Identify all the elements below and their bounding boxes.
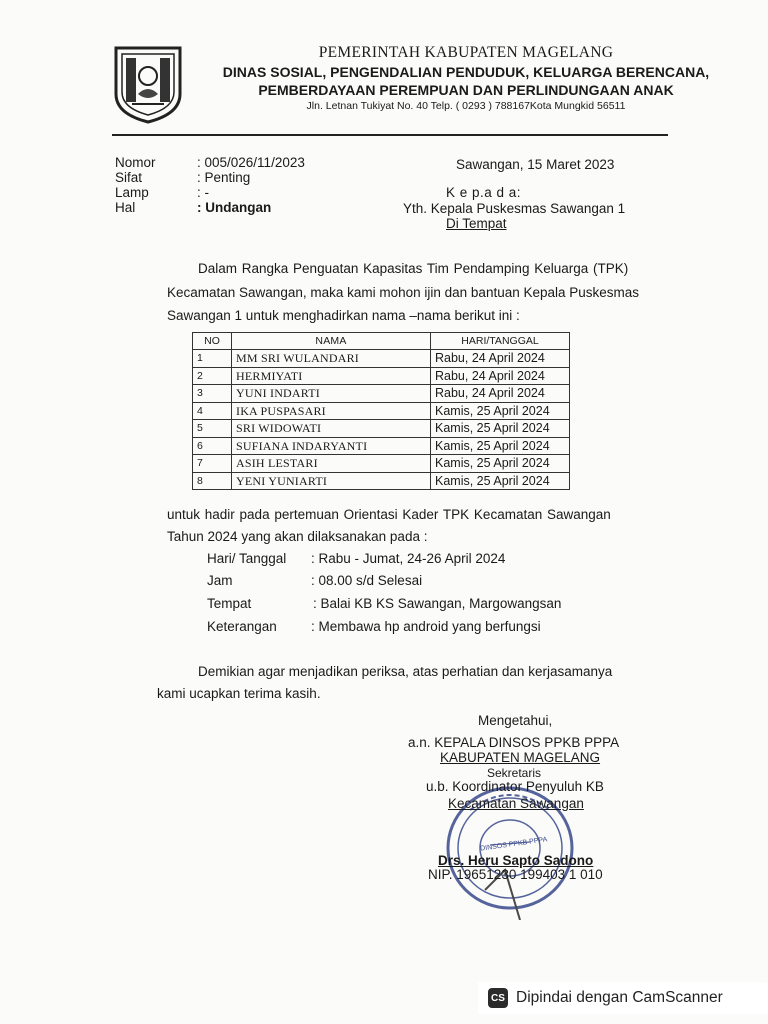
letterhead-agency-line2: PEMBERDAYAAN PEREMPUAN DAN PERLINDUNGAAN ANAK: [258, 82, 674, 98]
regency-crest-icon: [112, 44, 184, 124]
row-nama: ASIH LESTARI: [232, 455, 431, 473]
event-place-value: : Balai KB KS Sawangan, Margowangsan: [313, 596, 562, 611]
row-nama: YUNI INDARTI: [232, 385, 431, 403]
signatory-nip: NIP. 19651230 199403 1 010: [428, 867, 603, 882]
row-no: 1: [193, 350, 232, 368]
row-nama: HERMIYATI: [232, 367, 431, 385]
paragraph2-line2: Tahun 2024 yang akan dilaksanakan pada :: [167, 529, 428, 544]
row-nama: MM SRI WULANDARI: [232, 350, 431, 368]
event-date-value: : Rabu - Jumat, 24-26 April 2024: [311, 551, 506, 566]
paragraph1-line1: Dalam Rangka Penguatan Kapasitas Tim Pendamping Keluarga (TPK): [198, 261, 629, 276]
row-nama: SUFIANA INDARYANTI: [232, 437, 431, 455]
header-hari: HARI/TANGGAL: [431, 333, 570, 350]
table-row: [193, 437, 570, 455]
row-no: 7: [193, 455, 232, 473]
row-hari: Rabu, 24 April 2024: [431, 367, 570, 385]
signatory-ub: u.b. Koordinator Penyuluh KB: [426, 779, 604, 794]
signatory-name: Drs. Heru Sapto Sadono: [438, 853, 594, 868]
letterhead-divider: [112, 134, 668, 136]
nomor-value: : 005/026/11/2023: [197, 155, 305, 170]
row-hari: Kamis, 25 April 2024: [431, 420, 570, 438]
row-nama: IKA PUSPASARI: [232, 402, 431, 420]
sifat-value: : Penting: [197, 170, 251, 185]
signatory-regency: KABUPATEN MAGELANG: [440, 750, 601, 765]
letterhead-government: PEMERINTAH KABUPATEN MAGELANG: [318, 44, 614, 61]
signatory-secretary: Sekretaris: [487, 766, 542, 780]
table-row: [193, 385, 570, 403]
row-hari: Kamis, 25 April 2024: [431, 472, 570, 490]
header-nama: NAMA: [232, 333, 431, 350]
table-row: [193, 472, 570, 490]
hal-label: Hal: [115, 200, 136, 215]
row-no: 4: [193, 402, 232, 420]
closing-line1: Demikian agar menjadikan periksa, atas perhatian dan kerjasamanya: [198, 664, 613, 679]
signatory-district: Kecamatan Sawangan: [448, 796, 584, 811]
event-note-value: : Membawa hp android yang berfungsi: [311, 619, 541, 634]
sifat-label: Sifat: [115, 170, 143, 185]
camscanner-badge: [478, 982, 768, 1014]
header-no: NO: [193, 333, 232, 350]
table-header-row: [193, 333, 570, 350]
table-row: [193, 455, 570, 473]
row-hari: Kamis, 25 April 2024: [431, 437, 570, 455]
event-time-value: : 08.00 s/d Selesai: [311, 573, 423, 588]
row-hari: Kamis, 25 April 2024: [431, 402, 570, 420]
hal-value: : Undangan: [197, 200, 272, 215]
row-no: 2: [193, 367, 232, 385]
nomor-label: Nomor: [115, 155, 156, 170]
table-row: [193, 367, 570, 385]
signatory-on-behalf: a.n. KEPALA DINSOS PPKB PPPA: [408, 735, 620, 750]
event-time-label: Jam: [207, 573, 233, 588]
event-date-label: Hari/ Tanggal: [207, 551, 287, 566]
table-row: [193, 350, 570, 368]
row-hari: Rabu, 24 April 2024: [431, 385, 570, 403]
letterhead-agency-line1: DINAS SOSIAL, PENGENDALIAN PENDUDUK, KELUARGA BERENCANA,: [222, 64, 710, 80]
lamp-label: Lamp: [115, 185, 149, 200]
row-no: 8: [193, 472, 232, 490]
row-no: 5: [193, 420, 232, 438]
recipient: Yth. Kepala Puskesmas Sawangan 1: [403, 201, 626, 216]
camscanner-label: Dipindai dengan CamScanner: [516, 989, 723, 1006]
di-tempat: Di Tempat: [446, 216, 507, 231]
letterhead-address: Jln. Letnan Tukiyat No. 40 Telp. ( 0293 ) 788167Kota Mungkid 56511: [306, 100, 626, 112]
paragraph2-line1: untuk hadir pada pertemuan Orientasi Kader TPK Kecamatan Sawangan: [167, 507, 611, 522]
camscanner-icon: CS: [488, 988, 508, 1008]
row-nama: YENI YUNIARTI: [232, 472, 431, 490]
row-nama: SRI WIDOWATI: [232, 420, 431, 438]
row-hari: Rabu, 24 April 2024: [431, 350, 570, 368]
row-no: 6: [193, 437, 232, 455]
table-row: [193, 420, 570, 438]
event-note-label: Keterangan: [207, 619, 277, 634]
row-hari: Kamis, 25 April 2024: [431, 455, 570, 473]
kepada-label: K e p.a d a:: [446, 185, 522, 200]
place-date: Sawangan, 15 Maret 2023: [456, 157, 615, 172]
event-place-label: Tempat: [207, 596, 252, 611]
stamp-text: DINSOS PPKB PPPA: [479, 836, 548, 853]
paragraph1-line2: Kecamatan Sawangan, maka kami mohon ijin dan bantuan Kepala Puskesmas: [167, 285, 640, 300]
closing-line2: kami ucapkan terima kasih.: [157, 686, 321, 701]
mengetahui: Mengetahui,: [478, 713, 553, 728]
participant-table: [192, 332, 570, 490]
paragraph1-line3: Sawangan 1 untuk menghadirkan nama –nama berikut ini :: [167, 308, 520, 323]
row-no: 3: [193, 385, 232, 403]
lamp-value: : -: [197, 185, 209, 200]
table-row: [193, 402, 570, 420]
